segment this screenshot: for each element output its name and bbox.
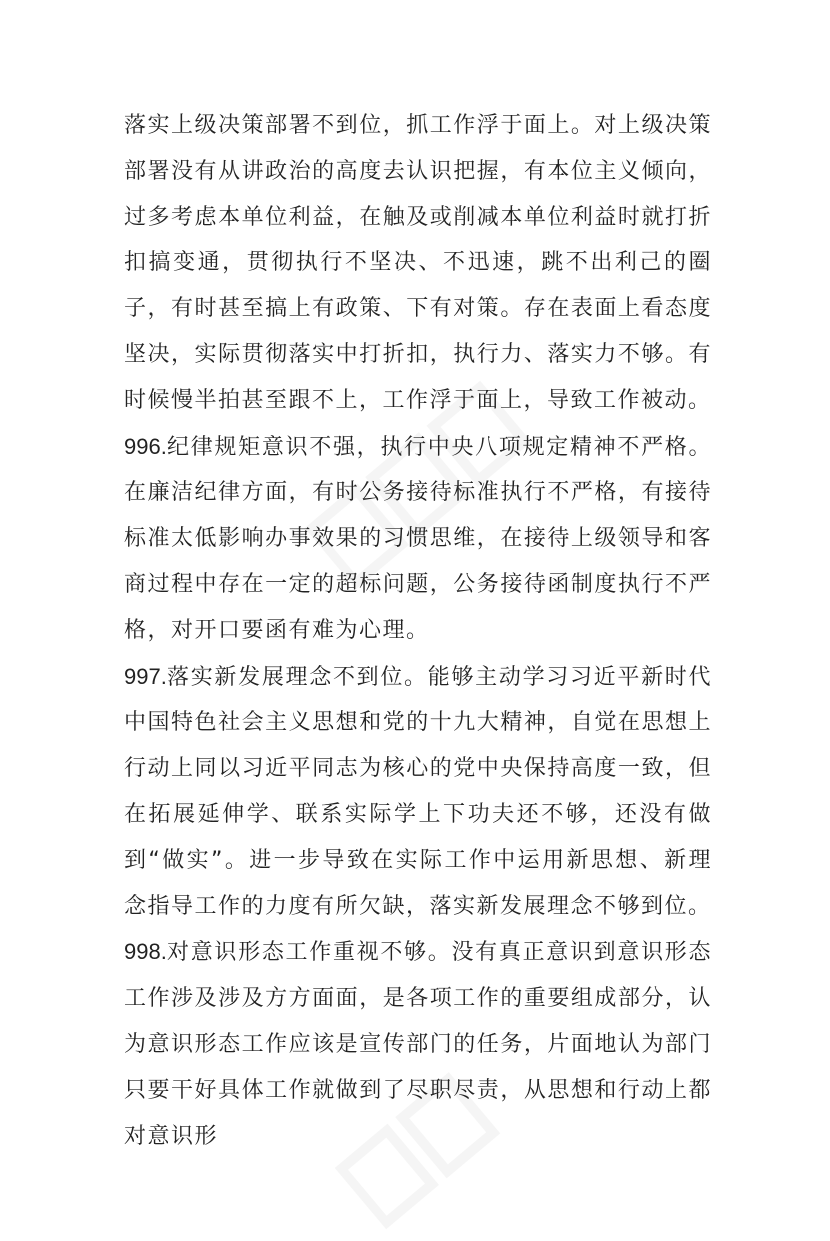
document-body <box>124 102 712 1159</box>
paragraph-text: 落实新发展理念不到位。能够主动学习习近平新时代中国特色社会主义思想和党的十九大精神，自觉在思想上行动上同以习近平同志为核心的党中央保持高度一致，但在拓展延伸学、联系实际学上下功夫还不够，还没有做到“做实”。进一步导致在实际工作中运用新思想、新理念指导工作的力度有所欠缺，落实新发展理念不够到位。 <box>124 664 712 919</box>
paragraph-text: 落实上级决策部署不到位，抓工作浮于面上。对上级决策部署没有从讲政治的高度去认识把握，有本位主义倾向，过多考虑本单位利益，在触及或削减本单位利益时就打折扣搞变通，贯彻执行不坚决、不迅速，跳不出利己的圈子，有时甚至搞上有政策、下有对策。存在表面上看态度坚决，实际贯彻落实中打折扣，执行力、落实力不够。有时候慢半拍甚至跟不上，工作浮于面上，导致工作被动。 <box>124 113 712 413</box>
paragraph-text: 纪律规矩意识不强，执行中央八项规定精神不严格。在廉洁纪律方面，有时公务接待标准执行不严格，有接待标准太低影响办事效果的习惯思维，在接待上级领导和客商过程中存在一定的超标问题，公务接待函制度执行不严格，对开口要函有难为心理。 <box>124 434 712 643</box>
paragraph-997 <box>124 654 712 930</box>
paragraph-intro <box>124 102 712 424</box>
paragraph-number: 997. <box>124 663 167 689</box>
paragraph-998 <box>124 929 712 1159</box>
paragraph-number: 996. <box>124 433 167 459</box>
paragraph-text: 对意识形态工作重视不够。没有真正意识到意识形态工作涉及涉及方方面面，是各项工作的重要组成部分，认为意识形态工作应该是宣传部门的任务，片面地认为部门只要干好具体工作就做到了尽职尽责，从思想和行动上都对意识形 <box>124 940 712 1149</box>
paragraph-number: 998. <box>124 939 167 965</box>
paragraph-996 <box>124 424 712 654</box>
